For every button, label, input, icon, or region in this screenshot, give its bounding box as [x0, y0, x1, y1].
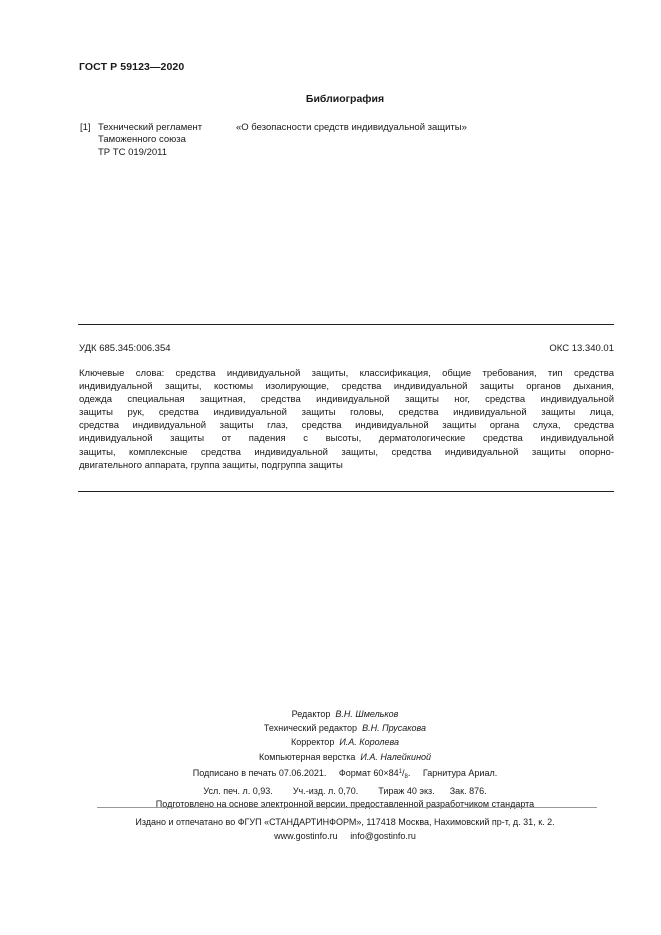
email-link[interactable]: info@gostinfo.ru: [350, 831, 416, 841]
credit-role: Редактор: [291, 709, 331, 719]
credit-role: Корректор: [290, 737, 335, 748]
print-sheets: Усл. печ. л. 0,93.: [203, 785, 273, 796]
typeface: Гарнитура Ариал.: [422, 768, 498, 778]
credit-name: В.Н. Шмельков: [335, 709, 399, 719]
keywords-line: защиты рук, средства индивидуальной защиты головы, средства индивидуальной защиты лица,: [79, 407, 614, 419]
bibliography-item-source: [98, 122, 202, 159]
keywords-paragraph: [79, 367, 614, 472]
print-run: Тираж 40 экз.: [378, 785, 435, 796]
website-link[interactable]: www.gostinfo.ru: [274, 831, 338, 841]
credit-role: Технический редактор: [263, 723, 358, 734]
prepared-note: Подготовлено на основе электронной версии, предоставленной разработчиком стандарта: [155, 799, 535, 809]
oks-code: ОКС 13.340.01: [549, 343, 614, 354]
keywords-line: двигательного аппарата, группа защиты, подгруппа защиты: [79, 459, 343, 471]
divider: [78, 491, 614, 492]
bibliography-title: Библиография: [305, 93, 385, 105]
credit-name: И.А. Налейкиной: [360, 751, 432, 762]
format-prefix: Формат 60×84: [338, 768, 399, 778]
edit-sheets: Уч.-изд. л. 0,70.: [292, 785, 359, 796]
credit-proofreader: [0, 735, 661, 749]
format-sub: 8: [404, 774, 408, 780]
keywords-line: средства индивидуальной защиты глаз, средства индивидуальной защиты органа слуха, средства: [79, 420, 614, 432]
format-suffix: .: [407, 768, 411, 778]
credit-name: В.Н. Прусакова: [362, 723, 427, 734]
publisher-block: [0, 815, 661, 843]
bibliography-source-line: ТР ТС 019/2011: [98, 146, 168, 158]
credit-layout: [0, 750, 661, 764]
print-info-row-1: [0, 766, 661, 785]
keywords-line: Ключевые слова: средства индивидуальной защиты, классификация, общие требования, тип средства: [79, 368, 614, 379]
divider: [78, 324, 614, 325]
keywords-line: одежда специальная защитная, средства индивидуальной защиты ног, средства индивидуальной: [79, 394, 614, 406]
keywords-line: индивидуальной защиты, костюмы изолирующие, средства индивидуальной защиты органов дыхания,: [79, 381, 614, 393]
credit-name: И.А. Королева: [339, 737, 399, 748]
format-sup: 1: [398, 769, 403, 775]
publisher-line: Издано и отпечатано во ФГУП «СТАНДАРТИНФОРМ», 117418 Москва, Нахимовский пр-т, д. 31, к. 2.: [135, 817, 555, 827]
keywords-line: индивидуальной защиты от падения с высоты, дерматологические средства индивидуальной: [79, 433, 614, 445]
credits-block: [0, 707, 661, 764]
credit-editor: [0, 707, 661, 721]
bibliography-item-number: [1]: [80, 122, 91, 133]
bibliography-source-line: Таможенного союза: [98, 134, 186, 146]
udk-code: УДК 685.345:006.354: [79, 343, 171, 354]
page-format: [339, 768, 410, 778]
divider: [97, 807, 597, 808]
publisher-contacts: [0, 829, 661, 843]
credit-technical-editor: [0, 721, 661, 735]
order-number: Зак. 876.: [449, 785, 487, 796]
format-sep: /: [402, 768, 405, 778]
signed-date: Подписано в печать 07.06.2021.: [192, 768, 327, 778]
bibliography-item-title: «О безопасности средств индивидуальной защиты»: [236, 122, 467, 133]
credit-role: Компьютерная верстка: [258, 751, 356, 762]
standard-code: ГОСТ Р 59123—2020: [79, 61, 185, 73]
bibliography-source-line: Технический регламент: [98, 122, 203, 133]
print-info-block: [0, 766, 661, 812]
print-info-row-2: [0, 785, 661, 799]
keywords-line: защиты, комплексные средства индивидуальной защиты, средства индивидуальной защиты опорно-: [79, 446, 614, 458]
